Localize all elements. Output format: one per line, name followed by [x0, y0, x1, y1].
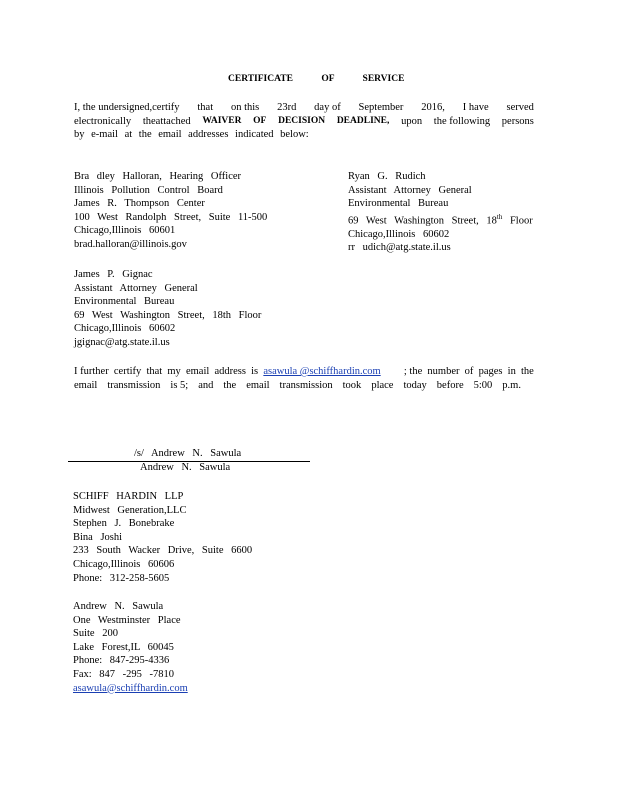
intro-text: that — [197, 102, 214, 113]
recipient-org: Illinois Pollution Control Board — [74, 184, 223, 196]
firm-name: SCHIFF HARDIN LLP — [73, 491, 184, 502]
intro-text: served — [506, 102, 534, 113]
intro-text: upon — [401, 115, 423, 127]
document-name: WAIVER — [202, 115, 242, 126]
intro-text: day of — [314, 102, 341, 113]
intro-text: I, the undersigned,certify — [74, 102, 180, 113]
contact-fax: Fax: 847 -295 -7810 — [73, 668, 175, 680]
transmission-paragraph — [74, 365, 534, 392]
body-text: address — [214, 366, 246, 377]
body-text: that — [146, 366, 163, 377]
intro-text: electronically — [74, 115, 132, 127]
contact-suite: Suite 200 — [73, 628, 118, 640]
intro-date-year: 2016, — [421, 102, 445, 113]
firm-address: 233 South Wacker Drive, Suite 6600 — [73, 545, 253, 557]
contact-name: Andrew N. Sawula — [73, 601, 164, 612]
body-text: and — [198, 379, 214, 391]
recipient-address: 69 West Washington Street, 18th Floor — [74, 309, 262, 321]
contact-address: One Westminster Place — [73, 614, 181, 626]
body-text: place — [371, 379, 394, 391]
recipient-email: rr udich@atg.state.il.us — [348, 242, 451, 254]
body-text: of — [464, 366, 474, 377]
attorney-name: Bina Joshi — [73, 531, 123, 543]
body-text: in — [507, 366, 516, 377]
body-text: the — [521, 366, 534, 377]
intro-text: I have — [462, 102, 489, 113]
intro-date-day: 23rd — [277, 102, 297, 113]
body-text: email — [246, 379, 270, 391]
recipient-city: Chicago,Illinois 60602 — [74, 323, 176, 335]
firm-block — [73, 490, 252, 585]
recipient-gignac — [74, 268, 261, 350]
recipient-name: Bra dley Halloran, Hearing Officer — [74, 171, 242, 182]
intro-line-2 — [74, 115, 534, 129]
recipient-rudich — [348, 170, 533, 255]
recipient-city: Chicago,Illinois 60601 — [74, 225, 176, 237]
signature: /s/ Andrew N. Sawula — [134, 448, 242, 459]
attorney-name: Stephen J. Bonebrake — [73, 518, 175, 530]
body-text: p.m. — [502, 379, 521, 391]
body-text: the — [223, 379, 237, 391]
client-name: Midwest Generation,LLC — [73, 504, 187, 516]
recipient-street: 69 West Washington Street, 18 — [348, 215, 497, 227]
body-text: email — [74, 379, 98, 391]
body-text: I further — [74, 366, 109, 377]
document-name: DECISION — [278, 115, 326, 126]
recipient-halloran — [74, 170, 267, 252]
body-text: my — [167, 366, 181, 377]
page-count: is 5; — [170, 379, 189, 391]
recipient-name: James P. Gignac — [74, 269, 153, 280]
recipient-email: jgignac@atg.state.il.us — [74, 336, 170, 348]
body-text: transmission — [279, 379, 333, 391]
sender-email-link[interactable]: asawula @schiffhardin.com — [263, 366, 381, 377]
firm-city: Chicago,Illinois 60606 — [73, 558, 175, 570]
transmission-line-1 — [74, 365, 534, 379]
recipient-city: Chicago,Illinois 60602 — [348, 228, 450, 240]
ordinal-suffix: th — [496, 212, 503, 221]
document-name: OF — [253, 115, 267, 126]
body-text: email — [185, 366, 210, 377]
recipient-address — [348, 211, 533, 228]
intro-date-month: September — [358, 102, 404, 113]
contact-phone: Phone: 847-295-4336 — [73, 655, 170, 667]
firm-phone: Phone: 312-258-5605 — [73, 572, 170, 584]
recipient-address: 100 West Randolph Street, Suite 11-500 — [74, 211, 268, 223]
contact-block — [73, 600, 205, 695]
contact-email-link[interactable]: asawula@schiffhardin.com — [73, 682, 188, 694]
body-text: today — [403, 379, 427, 391]
signatory-name: Andrew N. Sawula — [140, 462, 231, 473]
body-text: took — [342, 379, 362, 391]
recipient-org: Environmental Bureau — [348, 198, 449, 210]
body-text: pages — [478, 366, 503, 377]
recipient-name: Ryan G. Rudich — [348, 171, 426, 182]
recipient-title: Assistant Attorney General — [74, 282, 198, 294]
transmission-line-2 — [74, 379, 534, 393]
body-text: before — [436, 379, 464, 391]
intro-text: on this — [230, 102, 260, 113]
recipient-floor: Floor — [502, 215, 533, 227]
body-text: ; the — [403, 366, 423, 377]
contact-city: Lake Forest,IL 60045 — [73, 641, 174, 653]
recipient-building: James R. Thompson Center — [74, 198, 205, 210]
intro-line-3: by e-mail at the email addresses indicated below: — [74, 129, 309, 141]
body-text: transmission — [107, 379, 161, 391]
intro-text: persons — [501, 115, 534, 127]
transmission-time: 5:00 — [473, 379, 493, 391]
document-name: DEADLINE, — [336, 115, 390, 126]
recipient-email: brad.halloran@illinois.gov — [74, 238, 187, 250]
intro-paragraph — [74, 101, 534, 142]
body-text: is — [251, 366, 259, 377]
document-title: CERTIFICATE OF SERVICE — [228, 74, 405, 84]
recipient-org: Environmental Bureau — [74, 296, 175, 308]
recipient-title: Assistant Attorney General — [348, 184, 472, 196]
intro-text: the following — [433, 115, 491, 127]
intro-line-1 — [74, 101, 534, 115]
body-text: certify — [113, 366, 142, 377]
body-text: number — [427, 366, 460, 377]
intro-text: theattached — [142, 115, 191, 127]
